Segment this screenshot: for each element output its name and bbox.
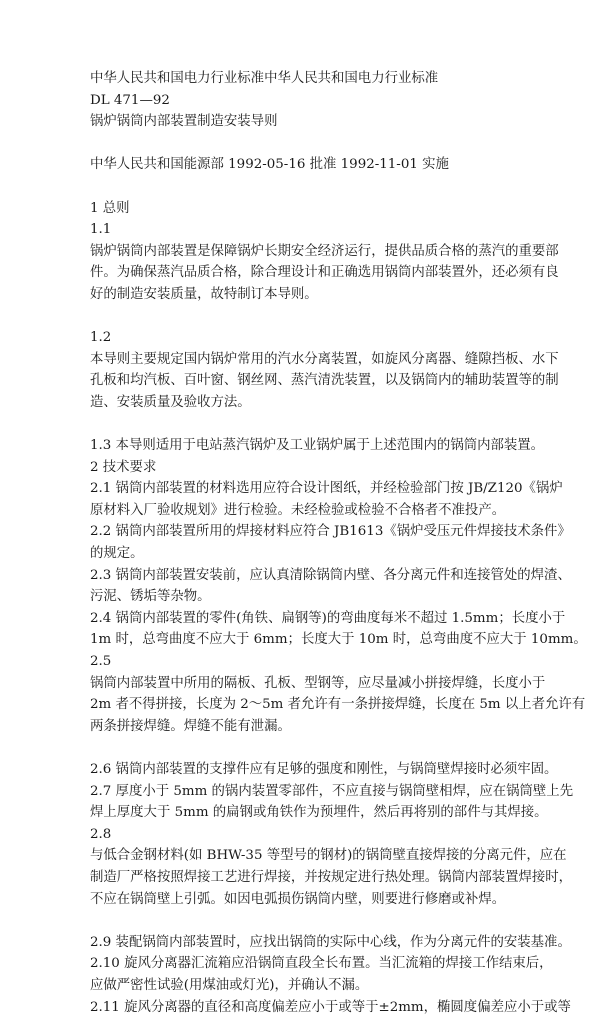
spacer — [90, 306, 522, 328]
body-line: 2.9 装配锅筒内部装置时，应找出锅筒的实际中心线，作为分离元件的安装基准。 — [90, 934, 571, 950]
body-line: 2 技术要求 — [90, 459, 157, 475]
body-line: 造、安装质量及验收方法。 — [90, 394, 251, 410]
body-line: 1.2 — [90, 330, 112, 346]
document-page — [90, 68, 587, 1018]
body-line: 不应在锅筒壁上引弧。如因电弧损伤锅筒内壁，则要进行修磨或补焊。 — [90, 891, 506, 907]
body-line: 1m 时，总弯曲度不应大于 6mm；长度大于 10m 时，总弯曲度不应大于 10mm。 — [90, 632, 587, 648]
body-line: 件。为确保蒸汽品质合格，除合理设计和正确选用锅筒内部装置外，还必须有良 — [90, 265, 559, 281]
body-line: 1.1 — [90, 222, 112, 238]
body-line: 污泥、锈垢等杂物。 — [90, 589, 211, 605]
body-line: 2.7 厚度小于 5mm 的锅内装置零部件，不应直接与锅筒壁相焊，应在锅筒壁上先 — [90, 783, 574, 799]
spacer — [90, 737, 522, 759]
body-line: 2.1 锅筒内部装置的材料选用应符合设计图纸，并经检验部门按 JB/Z120《锅炉 — [90, 481, 563, 497]
body-line: 两条拼接焊缝。焊缝不能有泄漏。 — [90, 718, 291, 734]
body-line: 1.3 本导则适用于电站蒸汽锅炉及工业锅炉属于上述范围内的锅筒内部装置。 — [90, 438, 545, 454]
body-line: 2.11 旋风分离器的直径和高度偏差应小于或等于±2mm，椭圆度偏差应小于或等 — [90, 999, 571, 1015]
spacer — [90, 133, 522, 155]
body-line: 焊上厚度大于 5mm 的扁钢或角铁作为预埋件，然后再将别的部件与其焊接。 — [90, 805, 548, 821]
body-line: 1 总则 — [90, 200, 130, 216]
body-line: 与低合金钢材料(如 BHW-35 等型号的钢材)的锅筒壁直接焊接的分离元件，应在 — [90, 848, 567, 864]
spacer — [90, 910, 522, 932]
document-body — [90, 198, 587, 1018]
body-line: 2.4 锅筒内部装置的零件(角铁、扁钢等)的弯曲度每米不超过 1.5mm；长度小于 — [90, 610, 566, 626]
body-line: 锅炉锅筒内部装置是保障锅炉长期安全经济运行，提供品质合格的蒸汽的重要部 — [90, 243, 559, 259]
standard-code: DL 471—92 — [90, 92, 170, 108]
body-line: 的规定。 — [90, 546, 144, 562]
spacer — [90, 414, 522, 436]
body-line: 2.10 旋风分离器汇流箱应沿锅筒直段全长布置。当汇流箱的焊接工作结束后， — [90, 956, 553, 972]
body-line: 锅筒内部装置中所用的隔板、孔板、型钢等，应尽量减小拼接焊缝，长度小于 — [90, 675, 546, 691]
body-line: 原材料入厂验收规划》进行检验。未经检验或检验不合格者不准投产。 — [90, 502, 506, 518]
spacer — [90, 176, 522, 198]
body-line: 制造厂严格按照焊接工艺进行焊接，并按规定进行热处理。锅筒内部装置焊接时， — [90, 869, 573, 885]
body-line: 2m 者不得拼接，长度为 2～5m 者允许有一条拼接焊缝，长度在 5m 以上者允许有 — [90, 697, 586, 713]
body-line: 本导则主要规定国内锅炉常用的汽水分离装置，如旋风分离器、缝隙挡板、水下 — [90, 351, 559, 367]
body-line: 好的制造安装质量，故特制订本导则。 — [90, 286, 318, 302]
body-line: 2.5 — [90, 654, 112, 670]
body-line: 2.8 — [90, 826, 112, 842]
body-line: 2.2 锅筒内部装置所用的焊接材料应符合 JB1613《锅炉受压元件焊接技术条件》 — [90, 524, 571, 540]
document-title: 锅炉锅筒内部装置制造安装导则 — [90, 114, 278, 130]
body-line: 2.3 锅筒内部装置安装前，应认真清除锅筒内壁、各分离元件和连接管处的焊渣、 — [90, 567, 571, 583]
standard-title: 中华人民共和国电力行业标准中华人民共和国电力行业标准 — [90, 71, 439, 86]
approval-line: 中华人民共和国能源部 1992-05-16 批准 1992-11-01 实施 — [90, 157, 449, 173]
body-line: 2.6 锅筒内部装置的支撑件应有足够的强度和刚性，与锅筒壁焊接时必须牢固。 — [90, 762, 558, 777]
body-line: 孔板和均汽板、百叶窗、钢丝网、蒸汽清洗装置，以及锅筒内的辅助装置等的制 — [90, 373, 559, 389]
body-line: 应做严密性试验(用煤油或灯光)，并确认不漏。 — [90, 977, 369, 993]
